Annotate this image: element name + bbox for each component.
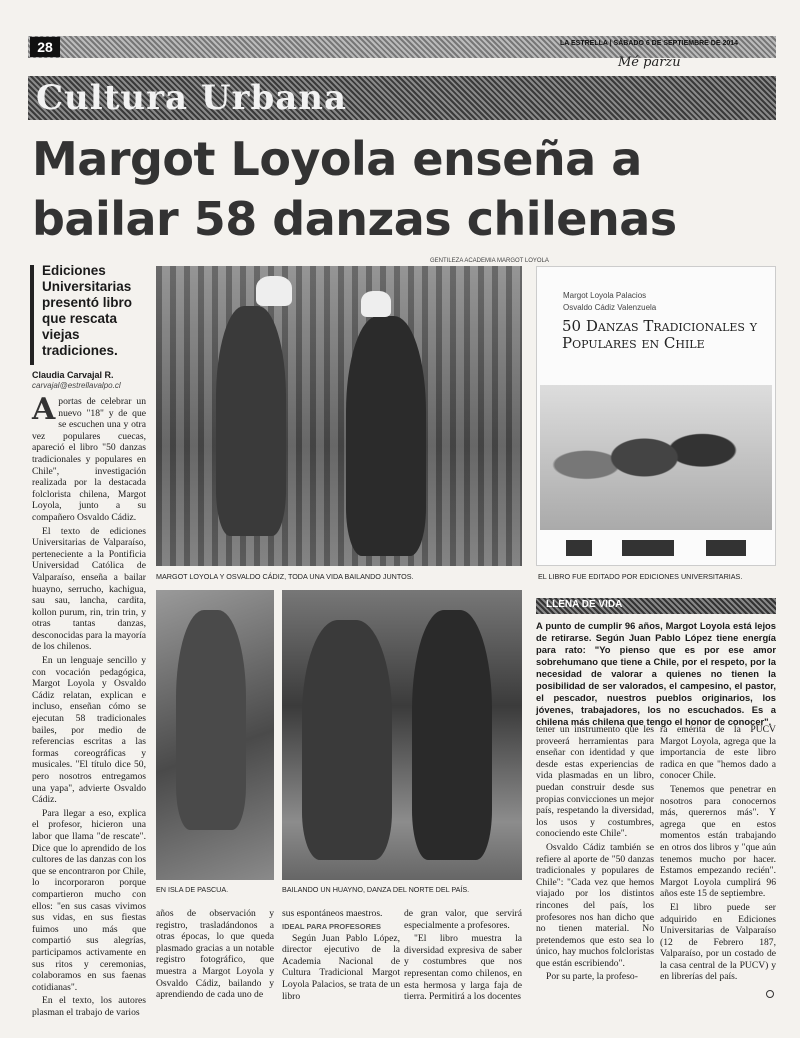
article-column-e [660,724,776,1006]
paragraph: Osvaldo Cádiz también se refiere al aporte de "50 danzas tradicionales y populares de Chile": "Cada vez que hemos viajado por los distintos rincones del país, los profesores nos han dicho que no tienen material. No pretendemos que esto sea lo único, hay muchos folcloristas que están escribiendo". [536,841,654,969]
handkerchief [256,276,292,306]
section-title: Cultura Urbana [36,78,348,118]
sidebar-text: A punto de cumplir 96 años, Margot Loyola está lejos de retirarse. Según Juan Pablo López tiene energía para rato: "Yo pienso que es por ese amor sobrehumano que tiene a Chile, por el respeto, por la necesidad de valorar a quienes no tienen la posibilidad de ser valorados, el campesino, el pastor, el pescador, nuestros pueblos originarios, los jóvenes, trabajadores, los no escuchados. Es a chilena más chilena que tengo el honor de conocer". [536,620,776,727]
paragraph: de gran valor, que servirá especialmente a profesores. [404,908,522,931]
paragraph: años de observación y registro, trasladándonos a otras épocas, lo que queda plasmado gracias a un notable registro fotográfico, que muestra a Margot Loyola y Osvaldo Cádiz, bailando y aprendiendo de cada uno de [156,908,274,1001]
article-column-1 [32,392,146,1018]
lead-rule [30,265,34,365]
photo-caption-main: MARGOT LOYOLA Y OSVALDO CÁDIZ, TODA UNA VIDA BAILANDO JUNTOS. [156,572,414,581]
academy-logo [706,540,746,556]
dancer-figure [176,610,246,830]
photo-credit: GENTILEZA ACADEMIA MARGOT LOYOLA [430,258,549,264]
dancer-figure [412,610,492,860]
paragraph: En un lenguaje sencillo y con vocación pedagógica, Margot Loyola y Osvaldo Cádiz relatan, explican e incluso, enseñan cómo se ejecutan 58 tradicionales bailes, por medio de referencias escritas a las formas coreográficas y musicales. "El título dice 50, pero nosotros entregamos una yapa", advierte Osvaldo Cádiz. [32,655,146,806]
paragraph: sus espontáneos maestros. [282,908,383,919]
handkerchief [361,291,391,317]
paragraph: El libro puede ser adquirido en Ediciones Universitarias de Valparaíso (12 de Febrero 187, Valparaíso, por un costado de la casa central de la PUCV) y en librerías del país. [660,901,776,983]
drop-cap: A [32,392,56,427]
photo-huayno-dance [282,590,522,880]
dancer-figure [216,306,286,536]
dancer-figure [346,316,426,556]
paragraph [32,392,146,524]
university-logo [622,540,674,556]
book-cover-illustration [540,385,772,530]
article-column-a [156,908,274,1004]
photo-isla-de-pascua [156,590,274,880]
page-number: 28 [30,37,60,57]
article-column-c [404,908,522,1004]
lead-summary: Ediciones Universitarias presentó libro que rescata viejas tradiciones. [42,263,133,358]
book-author: Osvaldo Cádiz Valenzuela [563,303,657,312]
photo-dancing-couple [156,266,522,566]
book-author: Margot Loyola Palacios [563,291,647,300]
photo-caption-book: EL LIBRO FUE EDITADO POR EDICIONES UNIVERSITARIAS. [538,572,743,581]
headline-line-1: Margot Loyola enseña a [32,132,642,186]
paragraph: Para llegar a eso, explica el profesor, hicieron una labor que llama "de rescate". Dice que lo aprendido de los cultores de las danzas con los que se encontraron por Chile, lo incorporaron porque compartieron mucho con ellos: "en sus casas vivimos sus vidas, en sus fiestas fuimos uno más que compartió sus alegrías, participamos activamente en sus ritos y ceremonias, colaboramos en sus faenas cotidianas". [32,807,146,993]
dancer-figure [302,620,392,860]
curtain-backdrop [156,266,522,566]
paragraph: El texto de ediciones Universitarias de Valparaíso, perteneciente a la Pontificia Universidad Católica de Valparaíso, enseña a bailar huayno, serrucho, kachigua, sau sau, lancha, cardita, kollon purum, rin, trin trin, y otras tantas danzas, desconocidas para la mayoría de los chilenos. [32,525,146,653]
paragraph: Por su parte, la profeso- [546,971,638,983]
paragraph: Tenemos que penetrar en nosotros para conocernos más, querernos más". Y agrega que en estos momentos están trabajando en otros dos libros y "que aún tenemos mucho por hacer. Estamos empezando recién". Margot Loyola cumplirá 96 años este 15 de septiembre. [660,783,776,900]
book-authors [563,290,656,314]
photo-caption-huayno: BAILANDO UN HUAYNO, DANZA DEL NORTE DEL PAÍS. [282,885,470,894]
paragraph: En el texto, los autores plasman el trabajo de varios [32,995,146,1018]
paragraph: "El libro muestra la diversidad expresiva de saber y costumbres que nos representan como chilenos, en esta hermosa y larga faja de tierra. Permitirá a los docentes [404,933,522,1003]
subheading: IDEAL PARA PROFESORES [282,921,382,931]
byline-email: carvajal@estrellavalpo.cl [32,381,121,390]
photo-caption-pascua: EN ISLA DE PASCUA. [156,885,229,894]
paragraph-text: portas de celebrar un nuevo "18" y de que se escuchen una y otra vez populares cuecas, apareció el libro "50 danzas tradicionales y populares en Chile", investigación realizada por la destacada folclorista chilena, Margot Loyola, junto a su compañero Osvaldo Cádiz. [32,396,146,523]
handwritten-note: Mé parzu [618,55,681,70]
paragraph: Según Juan Pablo López, director ejecutivo de la Academia Nacional de Cultura Tradicional Margot Loyola Palacios, se trata de un libro [282,932,400,1002]
publisher-logo [566,540,592,556]
paragraph: tener un instrumento que les proveerá herramientas para enseñar con identidad y que desde estas experiencias de vida plasmadas en un libro, puedan construir desde sus propias convicciones un mejor país, respetando la diversidad, los usos y costumbres, conociendo este Chile". [536,724,654,840]
article-column-d [536,724,654,1006]
article-column-b [282,908,400,1004]
end-of-article-icon [766,990,774,998]
byline: Claudia Carvajal R. [32,370,114,380]
headline-line-2: bailar 58 danzas chilenas [32,192,677,246]
paragraph: ra emérita de la PUCV Margot Loyola, agrega que la importancia de este libro radica en que "hemos dado a conocer Chile. [660,724,776,782]
dateline: LA ESTRELLA | SÁBADO 6 DE SEPTIEMBRE DE 2014 [560,40,739,47]
book-title: 50 Danzas Tradicionales y Populares en Chile [562,317,757,352]
sidebar-title: LLENA DE VIDA [546,599,623,610]
